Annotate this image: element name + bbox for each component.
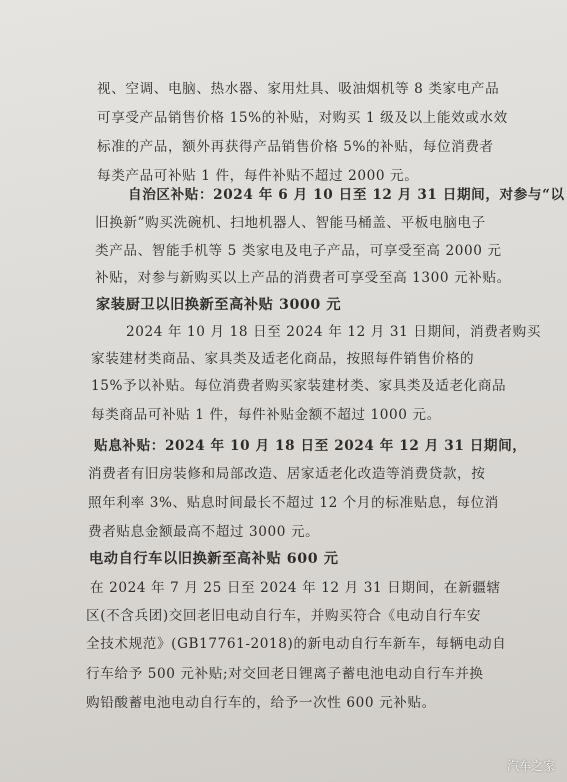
body-line-16: 照年利率 3%、贴息时间最长不超过 12 个月的标准贴息，每位消 bbox=[88, 495, 499, 511]
body-line-7: 类产品、智能手机等 5 类家电及电子产品，可享受至高 2000 元 bbox=[95, 243, 502, 259]
body-line-13: 每类商品可补贴 1 件，每件补贴金额不超过 1000 元。 bbox=[91, 407, 441, 423]
paragraph-autonomous-region-subsidy: 自治区补贴：2024 年 6 月 10 日至 12 月 31 日期间，对参与“以 bbox=[128, 187, 565, 203]
body-line-22: 行车给予 500 元补贴;对交回老日锂离子蓄电池电动自行车并换 bbox=[86, 666, 484, 682]
paragraph-interest-subsidy: 贴息补贴：2024 年 10 月 18 日至 2024 年 12 月 31 日期间， bbox=[94, 438, 527, 454]
body-line-2: 可享受产品销售价格 15%的补贴，对购买 1 级及以上能效或水效 bbox=[97, 110, 508, 126]
body-line-12: 15%予以补贴。每位消费者购买家装建材类、家具类及适老化商品 bbox=[91, 378, 507, 394]
body-line-20: 区(不含兵团)交回老旧电动自行车，并购买符合《电动自行车安 bbox=[86, 608, 482, 624]
body-line-6: 旧换新”购买洗碗机、扫地机器人、智能马桶盖、平板电脑电子 bbox=[95, 215, 486, 231]
body-line-23: 购铅酸蓄电池电动自行车的，给予一次性 600 元补贴。 bbox=[86, 695, 436, 711]
body-line-15: 消费者有旧房装修和局部改造、居家适老化改造等消费贷款，按 bbox=[88, 466, 486, 482]
body-line-17: 费者贴息金额最高不超过 3000 元。 bbox=[88, 524, 320, 540]
body-line-21: 全技术规范》(GB17761-2018)的新电动自行车新车，每辆电动自 bbox=[86, 636, 507, 652]
body-line-10: 2024 年 10 月 18 日至 2024 年 12 月 31 日期间，消费者购买 bbox=[126, 324, 542, 340]
body-line-8: 补贴，对参与新购买以上产品的消费者可享受至高 1300 元补贴。 bbox=[95, 270, 511, 286]
body-line-1: 视、空调、电脑、热水器、家用灶具、吸油烟机等 8 类家电产品 bbox=[97, 81, 500, 97]
section-heading-electric-bike: 电动自行车以旧换新至高补贴 600 元 bbox=[89, 551, 339, 567]
body-line-11: 家装建材类商品、家具类及适老化商品，按照每件销售价格的 bbox=[91, 351, 475, 367]
body-line-4: 每类产品可补贴 1 件，每件补贴不超过 2000 元。 bbox=[97, 168, 419, 184]
section-heading-home-renovation: 家装厨卫以旧换新至高补贴 3000 元 bbox=[96, 297, 342, 313]
body-line-19: 在 2024 年 7 月 25 日至 2024 年 12 月 31 日期间，在新疆辖 bbox=[90, 580, 501, 596]
body-line-3: 标准的产品，额外再获得产品销售价格 5%的补贴，每位消费者 bbox=[97, 139, 494, 155]
watermark-logo: 汽车之家 bbox=[506, 759, 555, 773]
